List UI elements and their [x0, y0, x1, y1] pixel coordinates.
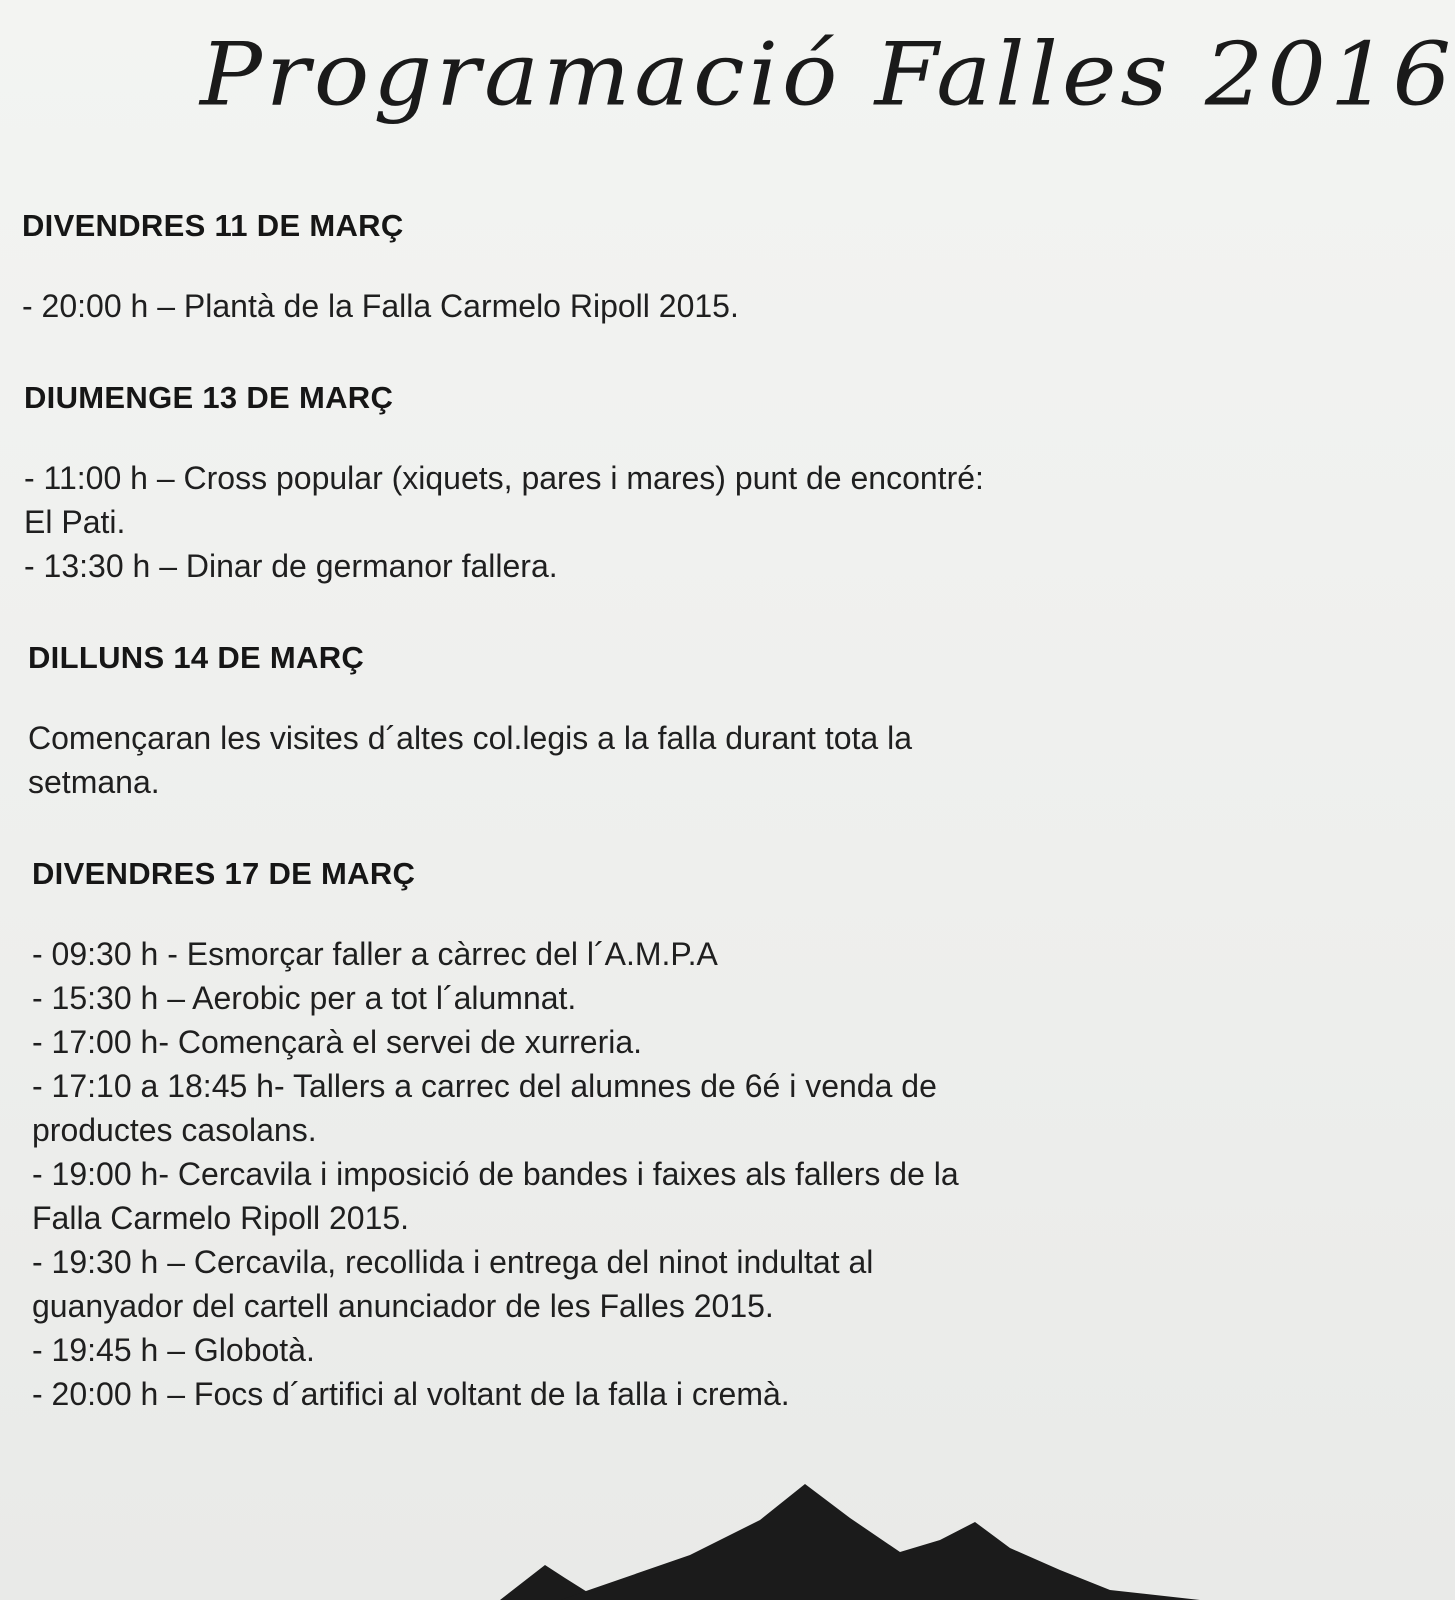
event-line: - 20:00 h – Focs d´artifici al voltant de la falla i cremà. [32, 1376, 790, 1412]
day-section-sunday-13 [22, 372, 1172, 588]
event-line: - 20:00 h – Plantà de la Falla Carmelo Ripoll 2015. [22, 288, 739, 324]
event-line: - 19:30 h – Cercavila, recollida i entrega del ninot indultat al [32, 1244, 874, 1280]
event-line: - 15:30 h – Aerobic per a tot l´alumnat. [32, 980, 577, 1016]
event-list [32, 932, 1172, 1416]
event-line: - 11:00 h – Cross popular (xiquets, pares i mares) punt de encontré: [24, 460, 984, 496]
event-line: guanyador del cartell anunciador de les Falles 2015. [32, 1288, 774, 1324]
day-title: DIVENDRES 11 DE MARÇ [22, 208, 404, 243]
event-list [22, 284, 1172, 328]
schedule-content [22, 200, 1172, 1460]
day-section-monday-14 [22, 632, 1172, 804]
event-line: - 17:10 a 18:45 h- Tallers a carrec del alumnes de 6é i venda de [32, 1068, 937, 1104]
day-title: DIUMENGE 13 DE MARÇ [24, 380, 394, 415]
event-line: - 19:00 h- Cercavila i imposició de bandes i faixes als fallers de la [32, 1156, 959, 1192]
event-line: - 17:00 h- Començarà el servei de xurreria. [32, 1024, 643, 1060]
event-line: - 09:30 h - Esmorçar faller a càrrec del l´A.M.P.A [32, 936, 718, 972]
event-line: Falla Carmelo Ripoll 2015. [32, 1200, 410, 1236]
day-section-friday-17 [22, 848, 1172, 1416]
event-line: - 13:30 h – Dinar de germanor fallera. [24, 548, 558, 584]
event-list [24, 456, 1172, 588]
event-line: setmana. [28, 764, 160, 800]
page-title: Programació Falles 2016 [200, 23, 1455, 126]
mountain-silhouette [0, 1460, 1200, 1600]
event-line: - 19:45 h – Globotà. [32, 1332, 315, 1368]
day-section-friday-11 [22, 200, 1172, 328]
day-title: DIVENDRES 17 DE MARÇ [32, 856, 416, 891]
event-line: productes casolans. [32, 1112, 317, 1148]
event-list [28, 716, 1172, 804]
day-title: DILLUNS 14 DE MARÇ [28, 640, 365, 675]
mountain-shape [560, 1484, 1200, 1600]
event-line: Començaran les visites d´altes col.legis a la falla durant tota la [28, 720, 912, 756]
event-line: El Pati. [24, 504, 126, 540]
